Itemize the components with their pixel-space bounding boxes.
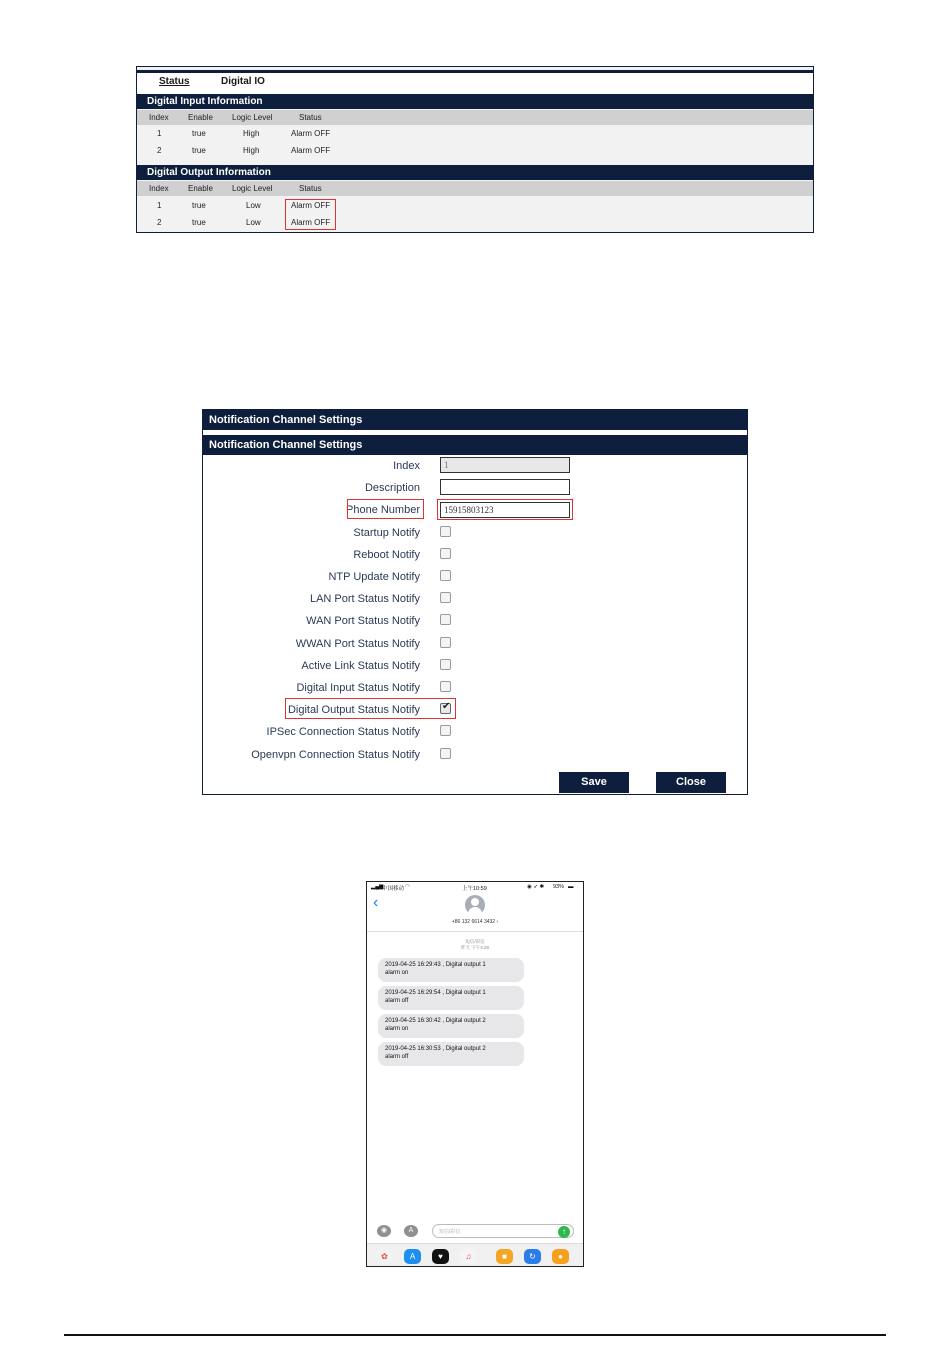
photos-app-icon[interactable]: ✿: [376, 1249, 393, 1264]
chevron-right-icon: ›: [496, 919, 499, 925]
ntp-update-notify-checkbox[interactable]: [440, 570, 451, 581]
ipsec-connection-status-notify-checkbox[interactable]: [440, 725, 451, 736]
reboot-notify-checkbox[interactable]: [440, 548, 451, 559]
cell-status: Alarm OFF: [291, 129, 331, 138]
digital-input-column-headers: [137, 110, 813, 125]
message-line: 2019-04-25 16:30:53 , Digital output 2: [385, 1046, 486, 1052]
checkbox-label: Active Link Status Notify: [301, 660, 420, 672]
digital-input-status-notify-checkbox[interactable]: [440, 681, 451, 692]
app-store-icon[interactable]: A: [404, 1225, 418, 1237]
app-store-icon[interactable]: A: [404, 1249, 421, 1264]
digital-input-header: Digital Input Information: [137, 94, 813, 109]
music-app-icon[interactable]: ♫: [460, 1249, 477, 1264]
cell-index: 2: [157, 146, 162, 155]
checkbox-label: Startup Notify: [353, 527, 420, 539]
message-line: 2019-04-25 16:30:42 , Digital output 2: [385, 1018, 486, 1024]
cell-enable: true: [192, 146, 206, 155]
wwan-port-status-notify-checkbox[interactable]: [440, 637, 451, 648]
openvpn-connection-status-notify-checkbox[interactable]: [440, 748, 451, 759]
col-status: Status: [299, 184, 322, 193]
battery-percent: 93%: [553, 884, 565, 890]
digital-io-status-panel: [136, 66, 814, 233]
table-row: [137, 198, 813, 214]
checkbox-label: LAN Port Status Notify: [309, 593, 420, 605]
checkbox-label: WAN Port Status Notify: [306, 615, 420, 627]
description-label: Description: [364, 482, 420, 494]
cell-status: Alarm OFF: [291, 201, 331, 210]
notification-channel-settings-dialog: [202, 409, 748, 795]
lan-port-status-notify-checkbox[interactable]: [440, 592, 451, 603]
highlight-box: [285, 698, 456, 719]
cell-status: Alarm OFF: [291, 146, 331, 155]
battery-icon: ▬: [568, 884, 574, 890]
contact-number-text: +86 132 6614 3432: [451, 919, 496, 925]
highlight-box: [285, 199, 336, 230]
app-drawer: [367, 1243, 583, 1267]
message-line: 2019-04-25 16:29:54 , Digital output 1: [385, 990, 486, 996]
send-arrow-icon[interactable]: ↑: [558, 1226, 570, 1238]
phone-sms-screenshot: [366, 881, 584, 1267]
message-line: 2019-04-25 16:29:43 , Digital output 1: [385, 962, 486, 968]
contact-avatar[interactable]: [465, 895, 485, 915]
dialog-title: Notification Channel Settings: [203, 410, 747, 430]
tab-status[interactable]: Status: [159, 76, 190, 87]
checkbox-label: Reboot Notify: [353, 549, 420, 561]
col-index: Index: [149, 184, 169, 193]
message-type-label: 短信/彩信: [465, 939, 485, 944]
cell-status: Alarm OFF: [291, 218, 331, 227]
message-bubble: [378, 986, 524, 1010]
wan-port-status-notify-checkbox[interactable]: [440, 614, 451, 625]
app-7-icon[interactable]: ●: [552, 1249, 569, 1264]
cell-index: 2: [157, 218, 162, 227]
wifi-icon: ◠: [405, 884, 410, 890]
message-line: alarm on: [385, 1026, 409, 1032]
message-date-label: 昨天 下午4:29: [460, 945, 489, 950]
contact-number[interactable]: [367, 919, 583, 925]
cell-enable: true: [192, 218, 206, 227]
cell-index: 1: [157, 201, 162, 210]
status-time: 上午10:59: [462, 886, 487, 892]
checkbox-label: Digital Input Status Notify: [296, 682, 420, 694]
cell-logic-level: High: [243, 129, 260, 138]
col-enable: Enable: [188, 184, 213, 193]
tab-bar: [137, 70, 813, 94]
checkbox-label: Openvpn Connection Status Notify: [251, 749, 420, 761]
app-5-icon[interactable]: ■: [496, 1249, 513, 1264]
phone-number-label: Phone Number: [346, 504, 420, 516]
index-field: 1: [440, 457, 570, 473]
col-enable: Enable: [188, 113, 213, 122]
highlight-box: [347, 499, 424, 519]
message-line: alarm off: [385, 1054, 409, 1060]
digital-output-column-headers: [137, 181, 813, 196]
phone-number-field[interactable]: 15915803123: [440, 502, 570, 518]
description-field[interactable]: [440, 479, 570, 495]
checkbox-label: WWAN Port Status Notify: [295, 638, 420, 650]
col-status: Status: [299, 113, 322, 122]
close-button[interactable]: Close: [656, 772, 726, 793]
tab-digital-io[interactable]: Digital IO: [221, 76, 265, 87]
index-label: Index: [393, 460, 420, 472]
col-index: Index: [149, 113, 169, 122]
cell-enable: true: [192, 129, 206, 138]
app-6-icon[interactable]: ↻: [524, 1249, 541, 1264]
signal-icon: ▂▄▆: [371, 884, 384, 890]
cell-logic-level: High: [243, 146, 260, 155]
checkbox-label: IPSec Connection Status Notify: [266, 726, 420, 738]
checkbox-label: Digital Output Status Notify: [287, 704, 420, 716]
table-row: [137, 215, 813, 231]
message-line: alarm on: [385, 970, 409, 976]
highlight-box: [437, 499, 573, 520]
cell-logic-level: Low: [246, 201, 261, 210]
cell-index: 1: [157, 129, 162, 138]
location-icon: ◉ ➶ ✱: [527, 884, 545, 890]
col-logic-level: Logic Level: [232, 113, 273, 122]
message-bubble: [378, 1014, 524, 1038]
heart-app-icon[interactable]: ♥: [432, 1249, 449, 1264]
active-link-status-notify-checkbox[interactable]: [440, 659, 451, 670]
message-bubble: [378, 1042, 524, 1066]
startup-notify-checkbox[interactable]: [440, 526, 451, 537]
checkbox-label: NTP Update Notify: [328, 571, 420, 583]
table-row: [137, 126, 813, 142]
message-bubble: [378, 958, 524, 982]
cell-enable: true: [192, 201, 206, 210]
cell-logic-level: Low: [246, 218, 261, 227]
digital-output-header: Digital Output Information: [137, 165, 813, 180]
carrier-name: 中国移动: [382, 886, 405, 892]
table-row: [137, 143, 813, 159]
message-input[interactable]: 短信/彩信: [432, 1224, 574, 1238]
footer-rule: [64, 1334, 886, 1336]
message-line: alarm off: [385, 998, 409, 1004]
section-title: Notification Channel Settings: [203, 435, 747, 455]
divider: [367, 931, 583, 932]
camera-icon[interactable]: ◉: [377, 1225, 391, 1237]
col-logic-level: Logic Level: [232, 184, 273, 193]
save-button[interactable]: Save: [559, 772, 629, 793]
back-chevron-icon[interactable]: ‹: [373, 894, 379, 911]
